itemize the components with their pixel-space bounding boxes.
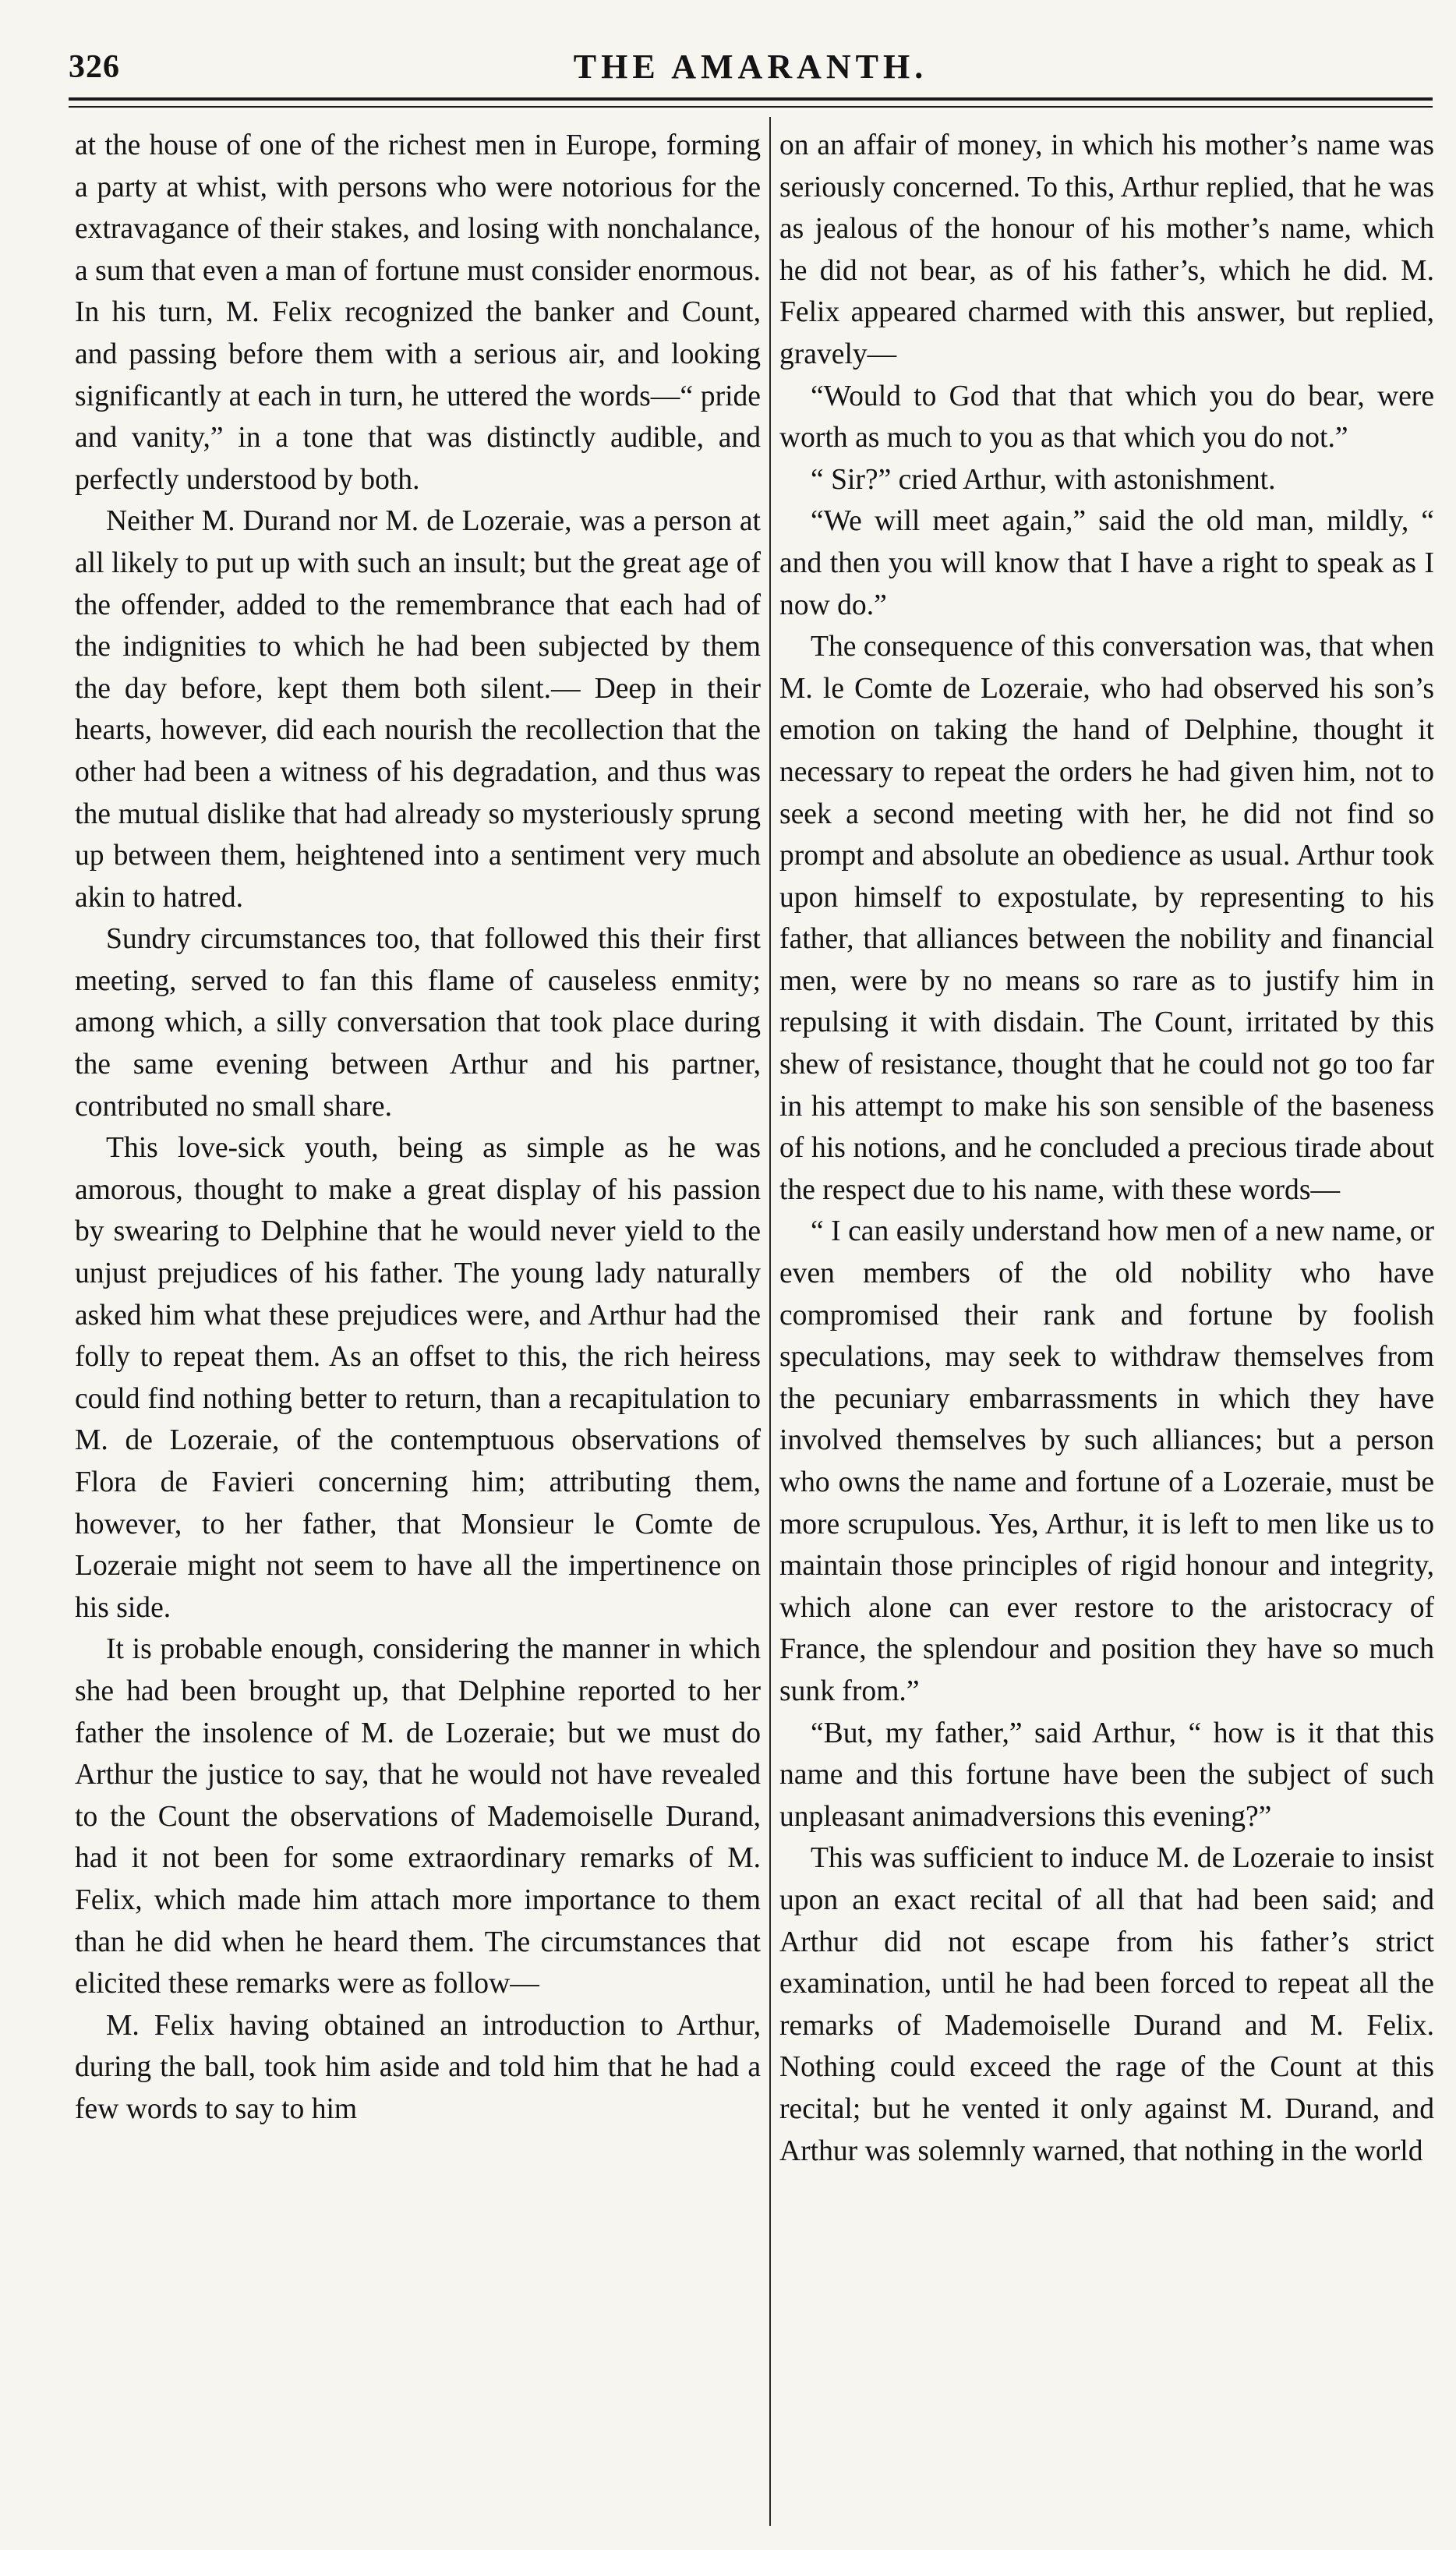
paragraph: It is probable enough, considering the manner in which she had been brought up, that Delphine reported to her father the insolence of M. de Lozeraie; but we must do Arthur the justice to say, that he would not have revealed to the Count the observations of Mademoiselle Durand, had it not been for some extraordinary remarks of M. Felix, which made him attach more importance to them than he did when he heard them. The circumstances that elicited these remarks were as follow— bbox=[75, 1633, 761, 2000]
paragraph: “ I can easily understand how men of a new name, or even members of the old nobility who have compromised their rank and fortune by foolish speculations, may seek to withdraw themselves from the pecuniary embarrassments in which they have involved themselves by such alliances; but a person who owns the name and fortune of a Lozeraie, must be more scrupulous. Yes, Arthur, it is left to men like us to maintain those principles of rigid honour and integrity, which alone can ever restore to the aristocracy of France, the splendour and position they have so much sunk from.” bbox=[779, 1215, 1434, 1707]
paragraph: “Would to God that that which you do bear, were worth as much to you as that which you do not.” bbox=[779, 380, 1434, 454]
running-header bbox=[69, 48, 1433, 95]
paragraph: “We will meet again,” said the old man, mildly, “ and then you will know that I have a right to speak as I now do.” bbox=[779, 505, 1434, 621]
paragraph: at the house of one of the richest men in Europe, forming a party at whist, with persons who were notorious for the extravagance of their stakes, and losing with nonchalance, a sum that even a man of fortune must consider enormous. In his turn, M. Felix recognized the banker and Count, and passing before them with a serious air, and looking significantly at each in turn, he uttered the words—“ pride and vanity,” in a tone that was distinctly audible, and perfectly understood by both. bbox=[75, 129, 761, 496]
paragraph: on an affair of money, in which his mother’s name was seriously concerned. To this, Arthur replied, that he was as jealous of the honour of his mother’s name, which he did not bear, as of his father’s, which he did. M. Felix appeared charmed with this answer, but replied, gravely— bbox=[779, 129, 1434, 370]
paragraph: M. Felix having obtained an introduction to Arthur, during the ball, took him aside and told him that he had a few words to say to him bbox=[75, 2009, 761, 2125]
column-divider bbox=[769, 117, 771, 2526]
paragraph: “ Sir?” cried Arthur, with astonishment. bbox=[811, 463, 1276, 496]
page-number: 326 bbox=[69, 49, 120, 85]
paragraph: The consequence of this conversation was, that when M. le Comte de Lozeraie, who had observed his son’s emotion on taking the hand of Delphine, thought it necessary to repeat the orders he had given him, not to seek a second meeting with her, he did not find so prompt and absolute an obedience as usual. Arthur took upon himself to expostulate, by representing to his father, that alliances between the nobility and financial men, were by no means so rare as to justify him in repulsing it with disdain. The Count, irritated by this shew of resistance, thought that he could not go too far in his attempt to make his son sensible of the baseness of his notions, and he concluded a precious tirade about the respect due to his name, with these words— bbox=[779, 631, 1434, 1206]
journal-title: THE AMARANTH. bbox=[573, 48, 928, 86]
paragraph: Neither M. Durand nor M. de Lozeraie, was a person at all likely to put up with such an insult; but the great age of the offender, added to the remembrance that each had of the indignities to which he had been subjected by them the day before, kept them both silent.— Deep in their hearts, however, did each nourish the recollection that the other had been a witness of his degradation, and thus was the mutual dislike that had already so mysteriously sprung up between them, heightened into a sentiment very much akin to hatred. bbox=[75, 505, 761, 914]
header-rule-thick bbox=[69, 97, 1433, 101]
left-column bbox=[75, 125, 761, 2526]
paragraph: Sundry circumstances too, that followed this their first meeting, served to fan this flame of causeless enmity; among which, a silly conversation that took place during the same evening between Arthur and his partner, contributed no small share. bbox=[75, 923, 761, 1123]
header-rule-thin bbox=[69, 106, 1433, 108]
paragraph: “But, my father,” said Arthur, “ how is it that this name and this fortune have been the subject of such unpleasant animadversions this evening?” bbox=[779, 1717, 1434, 1833]
right-column bbox=[779, 125, 1434, 2526]
paragraph: This was sufficient to induce M. de Lozeraie to insist upon an exact recital of all that had been said; and Arthur did not escape from his father’s strict examination, until he had been forced to repeat all the remarks of Mademoiselle Durand and M. Felix. Nothing could exceed the rage of the Count at this recital; but he vented it only against M. Durand, and Arthur was solemnly warned, that nothing in the world bbox=[779, 1842, 1434, 2167]
paragraph: This love-sick youth, being as simple as he was amorous, thought to make a great display of his passion by swearing to Delphine that he would never yield to the unjust prejudices of his father. The young lady naturally asked him what these prejudices were, and Arthur had the folly to repeat them. As an offset to this, the rich heiress could find nothing better to return, than a recapitulation to M. de Lozeraie, of the contemptuous observations of Flora de Favieri concerning him; attributing them, however, to her father, that Monsieur le Comte de Lozeraie might not seem to have all the impertinence on his side. bbox=[75, 1132, 761, 1624]
